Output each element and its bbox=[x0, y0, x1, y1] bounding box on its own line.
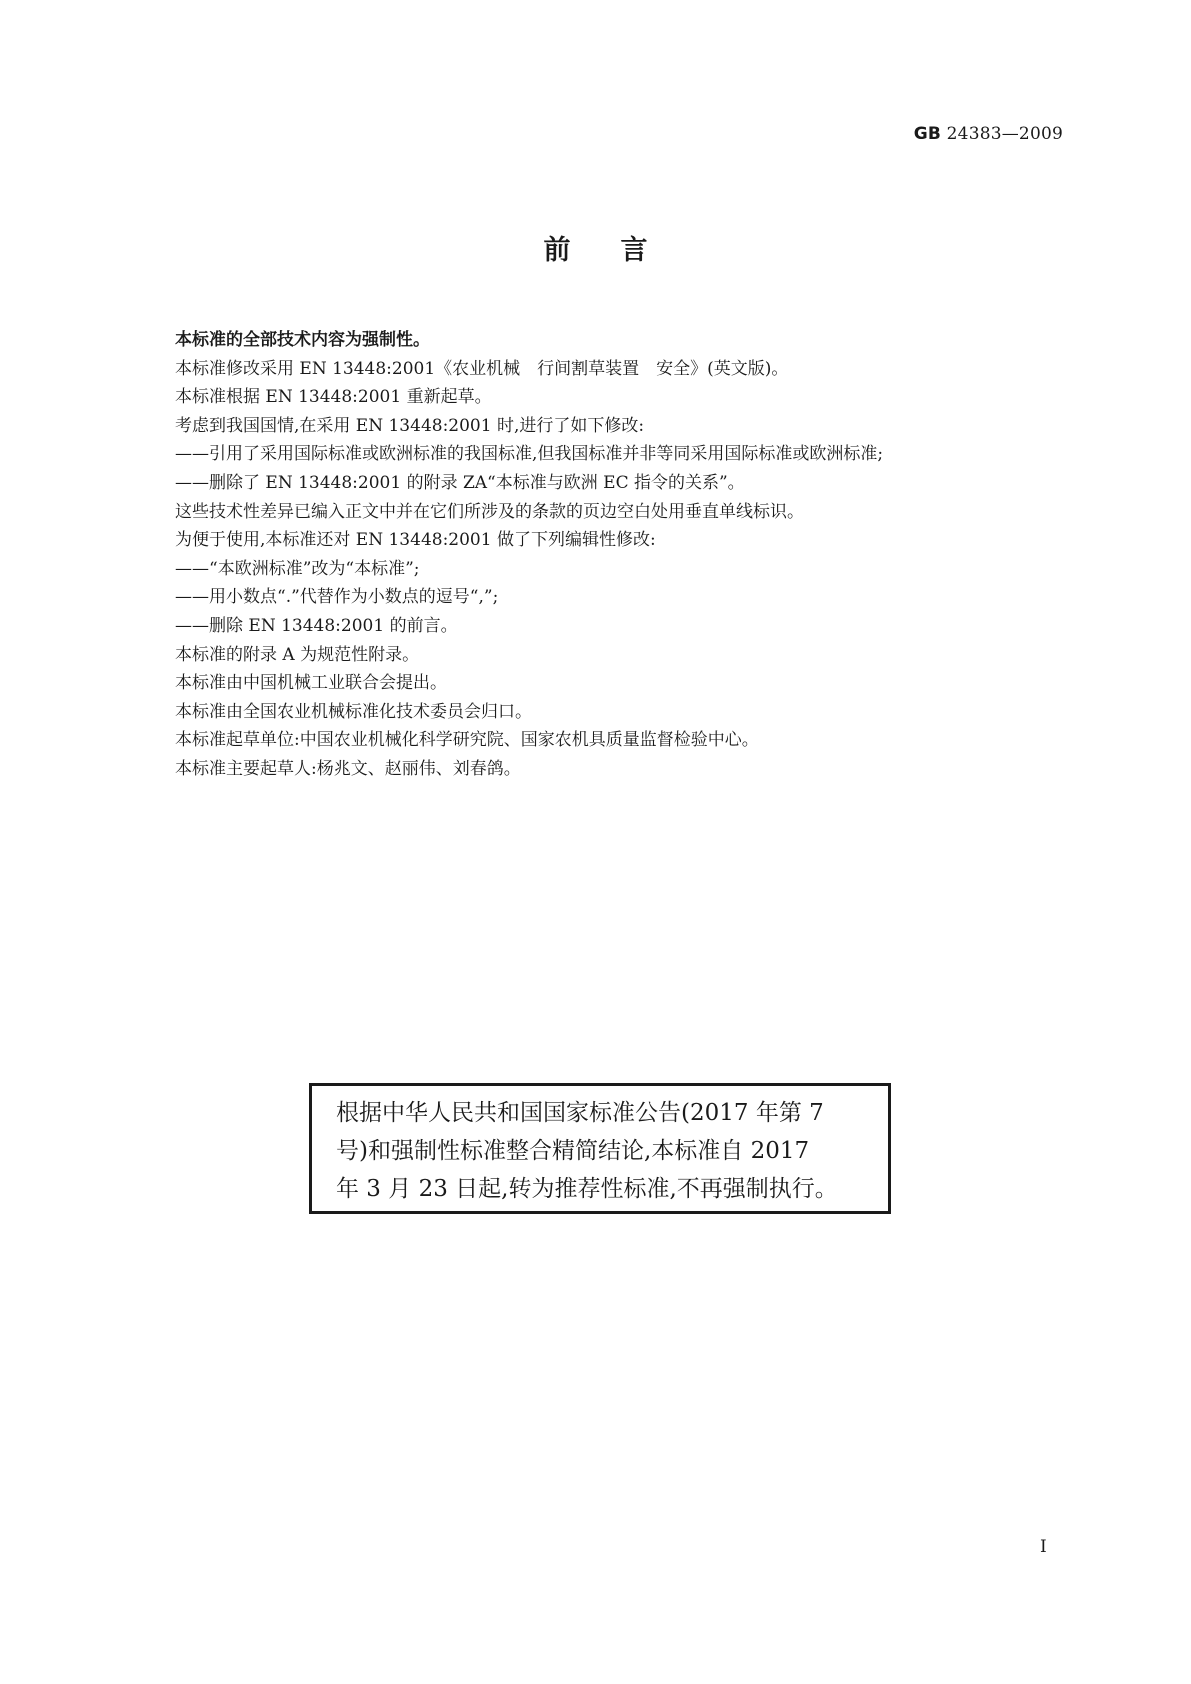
notice-line: 年 3 月 23 日起,转为推荐性标准,不再强制执行。 bbox=[336, 1176, 838, 1202]
notice-line: 号)和强制性标准整合精简结论,本标准自 2017 bbox=[336, 1138, 810, 1164]
preface-paragraph: 考虑到我国国情,在采用 EN 13448:2001 时,进行了如下修改: bbox=[175, 415, 645, 436]
preface-paragraph: 为便于使用,本标准还对 EN 13448:2001 做了下列编辑性修改: bbox=[175, 530, 656, 551]
preface-paragraph: 本标准的全部技术内容为强制性。 bbox=[175, 330, 430, 350]
preface-list-item: ——“本欧洲标准”改为“本标准”; bbox=[175, 558, 420, 579]
preface-paragraph: 本标准修改采用 EN 13448:2001《农业机械 行间割草装置 安全》(英文版)。 bbox=[175, 358, 789, 379]
preface-list-item: ——删除了 EN 13448:2001 的附录 ZA“本标准与欧洲 EC 指令的关系”。 bbox=[175, 472, 745, 493]
standard-prefix: GB bbox=[913, 124, 942, 144]
preface-paragraph: 本标准起草单位:中国农业机械化科学研究院、国家农机具质量监督检验中心。 bbox=[175, 730, 759, 751]
preface-paragraph: 本标准由中国机械工业联合会提出。 bbox=[175, 673, 447, 694]
preface-paragraph: 本标准主要起草人:杨兆文、赵丽伟、刘春鸽。 bbox=[175, 758, 521, 779]
standard-number bbox=[914, 124, 1063, 144]
preface-list-item: ——删除 EN 13448:2001 的前言。 bbox=[175, 615, 458, 636]
preface-list-item: ——用小数点“.”代替作为小数点的逗号“,”; bbox=[175, 587, 499, 608]
page-title: 前言 bbox=[543, 235, 698, 266]
standard-code: 24383—2009 bbox=[946, 124, 1063, 144]
page-number: I bbox=[1040, 1537, 1047, 1557]
preface-body bbox=[175, 326, 1075, 784]
preface-list-item: ——引用了采用国际标准或欧洲标准的我国标准,但我国标准并非等同采用国际标准或欧洲标准; bbox=[175, 444, 884, 465]
notice-line: 根据中华人民共和国国家标准公告(2017 年第 7 bbox=[336, 1100, 824, 1126]
preface-paragraph: 本标准的附录 A 为规范性附录。 bbox=[175, 644, 420, 665]
preface-paragraph: 本标准由全国农业机械标准化技术委员会归口。 bbox=[175, 701, 532, 722]
preface-paragraph: 这些技术性差异已编入正文中并在它们所涉及的条款的页边空白处用垂直单线标识。 bbox=[175, 501, 804, 522]
preface-paragraph: 本标准根据 EN 13448:2001 重新起草。 bbox=[175, 387, 492, 408]
status-notice-box bbox=[309, 1083, 891, 1214]
